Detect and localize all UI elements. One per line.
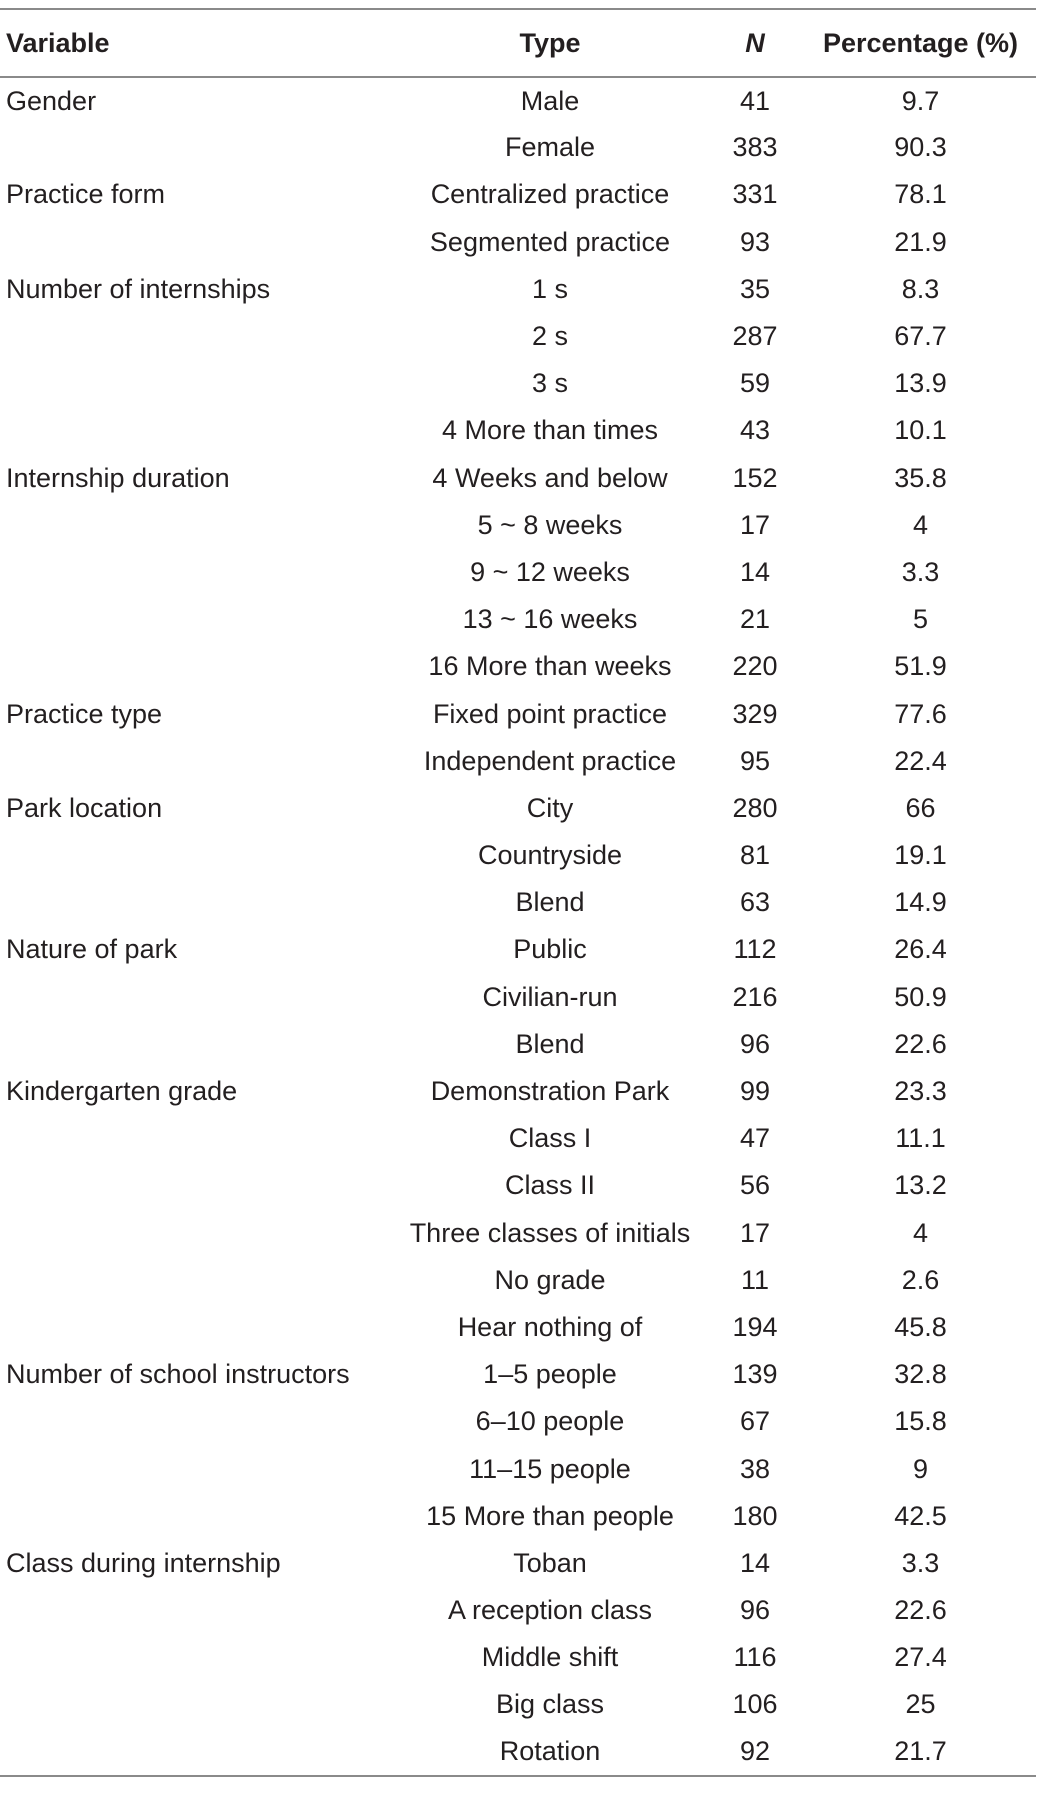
table-row xyxy=(0,1304,1036,1351)
cell-type: 9 ~ 12 weeks xyxy=(470,556,630,587)
cell-type: 4 More than times xyxy=(441,415,659,446)
cell-type: 13 ~ 16 weeks xyxy=(462,604,638,635)
demographics-table xyxy=(0,8,1036,1777)
cell-percentage: 22.6 xyxy=(894,1028,947,1059)
cell-variable xyxy=(0,1398,395,1445)
table-row xyxy=(0,124,1036,171)
table-row xyxy=(0,1162,1036,1209)
cell-type: 1–5 people xyxy=(483,1359,617,1390)
cell-type: No grade xyxy=(494,1264,606,1295)
table-row xyxy=(0,266,1036,313)
table-row xyxy=(0,690,1036,737)
table-row xyxy=(0,1398,1036,1445)
cell-percentage: 14.9 xyxy=(894,887,947,918)
cell-n: 152 xyxy=(732,462,778,493)
cell-type: 15 More than people xyxy=(426,1500,674,1531)
cell-type: Toban xyxy=(513,1547,587,1578)
cell-type: Independent practice xyxy=(423,745,677,776)
cell-n: 63 xyxy=(739,887,771,918)
cell-n: 280 xyxy=(732,792,778,823)
cell-variable xyxy=(0,1493,395,1540)
cell-n: 93 xyxy=(739,226,771,257)
cell-variable xyxy=(0,738,395,785)
cell-variable xyxy=(0,879,395,926)
cell-percentage: 25 xyxy=(905,1689,936,1720)
cell-variable: Nature of park xyxy=(6,934,178,965)
table-row xyxy=(0,1021,1036,1068)
cell-type: 16 More than weeks xyxy=(428,651,672,682)
cell-n: 43 xyxy=(739,415,771,446)
cell-percentage: 3.3 xyxy=(901,556,940,587)
cell-type: Rotation xyxy=(395,1729,705,1776)
cell-type: Three classes of initials xyxy=(409,1217,691,1248)
cell-variable: Kindergarten grade xyxy=(6,1076,238,1107)
cell-variable xyxy=(0,1587,395,1634)
cell-type: Fixed point practice xyxy=(432,698,668,729)
table-row xyxy=(0,77,1036,124)
cell-type: 2 s xyxy=(531,321,569,352)
cell-percentage: 9.7 xyxy=(901,85,940,116)
cell-percentage: 66 xyxy=(905,792,936,823)
cell-type: Blend xyxy=(515,887,585,918)
header-variable: Variable xyxy=(0,9,395,77)
cell-n: 116 xyxy=(733,1642,777,1673)
cell-percentage: 32.8 xyxy=(894,1359,947,1390)
cell-variable: Class during internship xyxy=(6,1547,281,1578)
cell-percentage: 90.3 xyxy=(894,132,947,163)
table-row xyxy=(0,502,1036,549)
cell-percentage: 77.6 xyxy=(894,698,947,729)
table-body xyxy=(0,77,1036,1776)
cell-type: Civilian-run xyxy=(482,981,618,1012)
cell-n: 81 xyxy=(739,840,771,871)
cell-percentage: 13.2 xyxy=(894,1170,947,1201)
cell-type: Big class xyxy=(495,1689,605,1720)
cell-n: 99 xyxy=(739,1076,771,1107)
table-row xyxy=(0,1634,1036,1681)
table-row xyxy=(0,643,1036,690)
cell-n: 194 xyxy=(732,1311,778,1342)
cell-n: 92 xyxy=(705,1729,805,1776)
cell-variable xyxy=(0,1304,395,1351)
cell-variable xyxy=(0,1729,395,1776)
cell-percentage: 2.6 xyxy=(901,1264,940,1295)
cell-percentage: 35.8 xyxy=(894,462,947,493)
cell-percentage: 13.9 xyxy=(894,368,947,399)
cell-n: 329 xyxy=(732,698,778,729)
table-row xyxy=(0,1540,1036,1587)
cell-percentage: 26.4 xyxy=(894,934,947,965)
cell-variable xyxy=(0,1210,395,1257)
cell-type: 4 Weeks and below xyxy=(432,462,668,493)
cell-type: Public xyxy=(513,934,587,965)
cell-type: Blend xyxy=(515,1028,585,1059)
cell-percentage: 27.4 xyxy=(894,1642,947,1673)
cell-percentage: 78.1 xyxy=(894,179,947,210)
header-percentage: Percentage (%) xyxy=(805,9,1036,77)
cell-percentage: 51.9 xyxy=(894,651,947,682)
cell-n: 112 xyxy=(733,934,777,965)
table-row xyxy=(0,1729,1036,1776)
cell-percentage: 42.5 xyxy=(894,1500,947,1531)
header-n: N xyxy=(705,9,805,77)
cell-percentage: 50.9 xyxy=(894,981,947,1012)
cell-n: 47 xyxy=(739,1123,771,1154)
cell-type: 1 s xyxy=(531,273,569,304)
table-row xyxy=(0,1068,1036,1115)
cell-variable: Practice form xyxy=(6,179,166,210)
cell-type: Hear nothing of xyxy=(457,1311,643,1342)
cell-type: Centralized practice xyxy=(430,179,670,210)
cell-type: Class II xyxy=(504,1170,596,1201)
table-row xyxy=(0,313,1036,360)
cell-percentage: 8.3 xyxy=(901,273,940,304)
cell-n: 287 xyxy=(732,321,778,352)
cell-variable xyxy=(0,360,395,407)
cell-variable xyxy=(0,1115,395,1162)
table-row xyxy=(0,1351,1036,1398)
cell-type: 5 ~ 8 weeks xyxy=(477,509,623,540)
table-container xyxy=(0,8,1040,1777)
table-row xyxy=(0,785,1036,832)
cell-percentage: 22.6 xyxy=(894,1595,947,1626)
cell-n: 17 xyxy=(739,509,771,540)
cell-percentage: 22.4 xyxy=(894,745,947,776)
cell-n: 67 xyxy=(739,1406,771,1437)
table-header-row xyxy=(0,9,1036,77)
table-row xyxy=(0,832,1036,879)
cell-percentage: 23.3 xyxy=(894,1076,947,1107)
cell-percentage: 9 xyxy=(912,1453,929,1484)
cell-n: 56 xyxy=(739,1170,771,1201)
cell-percentage: 21.7 xyxy=(805,1729,1036,1776)
table-row xyxy=(0,1493,1036,1540)
cell-type: Segmented practice xyxy=(429,226,671,257)
cell-percentage: 5 xyxy=(912,604,929,635)
table-row xyxy=(0,738,1036,785)
table-row xyxy=(0,879,1036,926)
table-row xyxy=(0,596,1036,643)
table-row xyxy=(0,926,1036,973)
cell-percentage: 67.7 xyxy=(894,321,947,352)
cell-percentage: 45.8 xyxy=(894,1311,947,1342)
cell-variable xyxy=(0,1021,395,1068)
cell-variable xyxy=(0,549,395,596)
cell-variable xyxy=(0,596,395,643)
cell-n: 331 xyxy=(732,179,778,210)
cell-n: 383 xyxy=(732,132,778,163)
cell-type: A reception class xyxy=(447,1595,653,1626)
cell-variable: Gender xyxy=(6,85,97,116)
table-row xyxy=(0,1587,1036,1634)
cell-variable xyxy=(0,643,395,690)
cell-variable xyxy=(0,974,395,1021)
cell-n: 11 xyxy=(740,1264,770,1295)
cell-variable: Number of internships xyxy=(6,273,271,304)
cell-type: 3 s xyxy=(531,368,569,399)
cell-type: Female xyxy=(504,132,596,163)
cell-percentage: 4 xyxy=(912,1217,929,1248)
cell-variable: Number of school instructors xyxy=(6,1359,350,1390)
table-row xyxy=(0,171,1036,218)
cell-percentage: 10.1 xyxy=(894,415,947,446)
cell-percentage: 15.8 xyxy=(894,1406,947,1437)
table-row xyxy=(0,1445,1036,1492)
cell-variable: Internship duration xyxy=(6,462,230,493)
cell-n: 220 xyxy=(732,651,778,682)
cell-variable xyxy=(0,124,395,171)
cell-n: 139 xyxy=(732,1359,778,1390)
cell-variable xyxy=(0,832,395,879)
cell-type: Demonstration Park xyxy=(430,1076,670,1107)
table-row xyxy=(0,1210,1036,1257)
cell-n: 59 xyxy=(739,368,771,399)
cell-percentage: 4 xyxy=(912,509,929,540)
cell-n: 96 xyxy=(739,1595,771,1626)
cell-variable xyxy=(0,1445,395,1492)
cell-variable xyxy=(0,313,395,360)
cell-n: 38 xyxy=(739,1453,771,1484)
cell-type: Class I xyxy=(508,1123,592,1154)
table-row xyxy=(0,407,1036,454)
cell-variable xyxy=(0,407,395,454)
cell-n: 96 xyxy=(739,1028,771,1059)
cell-n: 180 xyxy=(732,1500,778,1531)
cell-variable: Practice type xyxy=(6,698,163,729)
cell-percentage: 21.9 xyxy=(894,226,947,257)
cell-type: City xyxy=(526,792,574,823)
table-row xyxy=(0,1681,1036,1728)
cell-n: 21 xyxy=(739,604,771,635)
cell-n: 106 xyxy=(732,1689,778,1720)
table-row xyxy=(0,455,1036,502)
cell-n: 95 xyxy=(739,745,771,776)
cell-variable xyxy=(0,1257,395,1304)
table-row xyxy=(0,219,1036,266)
header-type: Type xyxy=(395,9,705,77)
table-row xyxy=(0,1257,1036,1304)
cell-percentage: 3.3 xyxy=(901,1547,940,1578)
cell-percentage: 11.1 xyxy=(895,1123,946,1154)
cell-n: 17 xyxy=(739,1217,771,1248)
cell-variable xyxy=(0,219,395,266)
table-row xyxy=(0,974,1036,1021)
cell-variable xyxy=(0,1162,395,1209)
cell-percentage: 19.1 xyxy=(894,840,947,871)
cell-variable xyxy=(0,502,395,549)
table-row xyxy=(0,360,1036,407)
table-row xyxy=(0,549,1036,596)
cell-n: 14 xyxy=(739,556,771,587)
cell-type: Middle shift xyxy=(481,1642,619,1673)
cell-n: 216 xyxy=(732,981,778,1012)
cell-type: 6–10 people xyxy=(475,1406,625,1437)
cell-type: Countryside xyxy=(477,840,623,871)
cell-n: 35 xyxy=(739,273,771,304)
cell-type: Male xyxy=(520,85,580,116)
table-row xyxy=(0,1115,1036,1162)
cell-type: 11–15 people xyxy=(469,1453,631,1484)
cell-n: 14 xyxy=(739,1547,771,1578)
cell-n: 41 xyxy=(739,85,771,116)
cell-variable: Park location xyxy=(6,792,163,823)
cell-variable xyxy=(0,1634,395,1681)
cell-variable xyxy=(0,1681,395,1728)
